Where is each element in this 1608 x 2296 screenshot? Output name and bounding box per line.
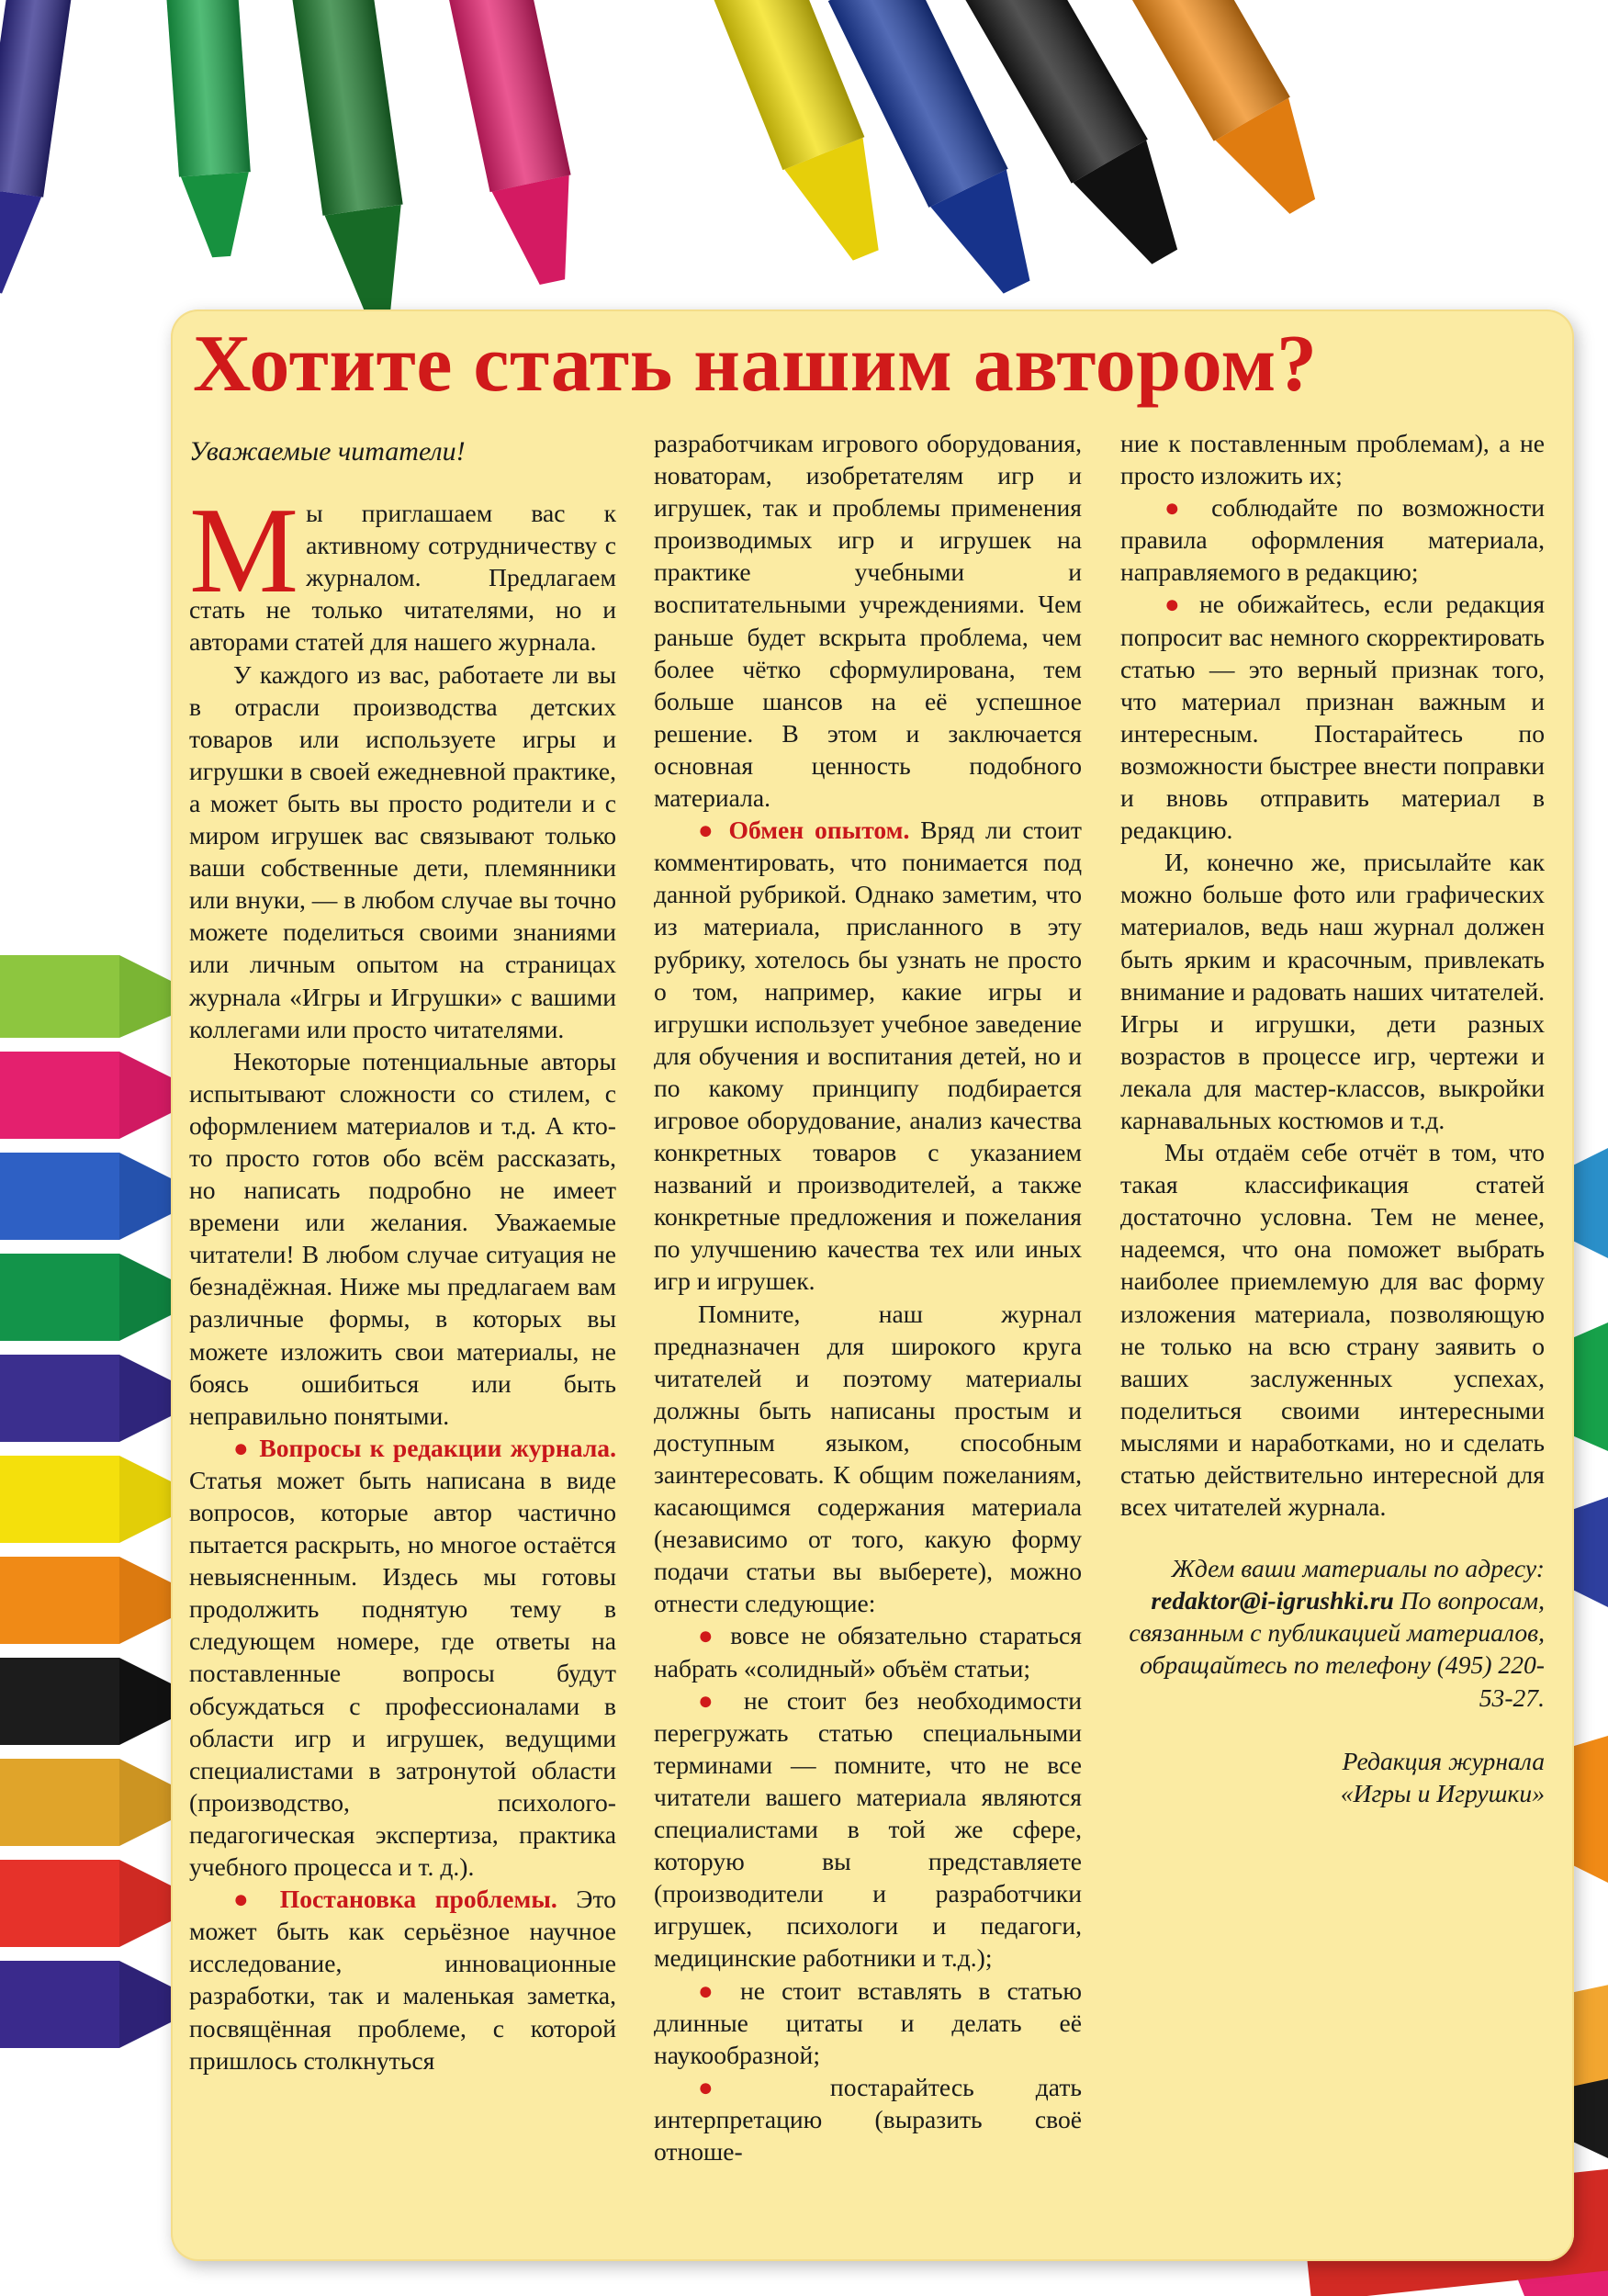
paragraph: И, конечно же, присылайте как можно больше фото или графических материалов, ведь наш журнал должен быть ярким и красочным, привлекать внимание и радовать наших читателей. Игры и игрушки, дети разных возрастов в процессе игр, чертежи и лекала для мастер-классов, выкройки карнавальных костюмов и т.д. <box>1120 848 1545 1134</box>
bullet-icon: ● <box>233 1885 262 1914</box>
dark-green-crayon <box>291 0 418 321</box>
section-heading: Постановка проблемы. <box>279 1885 557 1914</box>
intro-text: ы приглашаем вас к активному сотрудничеству с журналом. Предлагаем стать не только читателями, но и авторами статей для нашего журнала. <box>189 499 616 657</box>
paragraph: Некоторые потенциальные авторы испытывают сложности со стилем, с оформлением материалов и т.д. А кто-то просто готов обо всём рассказать, но написать подробно не имеет времени или желания. Уважаемые читатели! В любом случае ситуация не безнадёжная. Ниже мы предлагаем вам различные формы, в которых вы можете изложить свои материалы, не боясь ошибиться или быть неправильно понятыми. <box>189 1046 616 1430</box>
greeting: Уважаемые читатели! <box>189 436 466 467</box>
section-text: Это может быть как серьёзное научное исследование, инновационные разработки, так и маленькая заметка, посвящённая проблеме, с которой пришлось столкнуться <box>189 1885 616 2075</box>
green-crayon <box>165 0 256 259</box>
drop-cap: М <box>189 482 299 619</box>
list-item-text: вовсе не обязательно стараться набрать «солидный» объём статьи; <box>654 1621 1082 1683</box>
bullet-icon: ● <box>698 2072 769 2101</box>
bullet-icon: ● <box>698 1621 719 1650</box>
section-text: Статья может быть написана в виде вопросов, которые автор частично пытается раскрыть, но многое остаётся невыясненным. Издесь мы готовы продолжить поднятую тему в следующем номере, где ответы на поставленные вопросы будут обсуждаться с профессионалами в области игр и игрушек, ведущими специалистами в затронутой области (производство, психолого-педагогическая экспертиза, практика учебного процесса и т. д.). <box>189 1465 616 1882</box>
section-experience <box>654 814 1082 1297</box>
crayons-top-illustration <box>0 0 1608 331</box>
list-item-text: не обижайтесь, если редакция попросит вас немного скорректировать статью — это верный признак того, что материал признан важным и интересным. Постарайтесь по возможности быстрее внести поправки и вновь отправить материал в редакцию. <box>1120 590 1546 845</box>
pink-crayon <box>446 0 592 291</box>
column-3 <box>1120 427 1545 1809</box>
paragraph: Помните, наш журнал предназначен для широкого круга читателей и поэтому материалы должны быть написаны простым и доступным языком, способным заинтересовать. К общим пожеланиям, касающимся содержания материала (независимо от того, какую форму подачи статьи вы выберете), можно отнести следующие: <box>654 1299 1082 1618</box>
bullet-icon: ● <box>1164 590 1186 619</box>
page-title: Хотите стать нашим автором? <box>193 320 1318 409</box>
bullet-icon: ● <box>698 816 718 845</box>
contact-phone-text: По вопросам, связанным с публикацией материалов, обращайтесь по телефону (495) 220-53-27. <box>1129 1586 1545 1712</box>
contact-block <box>1120 1552 1545 1713</box>
purple-crayon <box>0 0 73 298</box>
list-item-text: соблюдайте по возможности правила оформления материала, направляемого в редакцию; <box>1120 493 1545 587</box>
list-item <box>1120 491 1545 588</box>
paragraph: разработчикам игрового оборудования, новаторам, изобретателям игр и игрушек, так и проблемы применения производимых игр и игрушек на практике учебными и воспитательными учреждениями. Чем раньше будет вскрыта проблема, чем более чётко сформулирована, тем больше шансов на её успешное решение. В этом и заключается основная ценность подобного материала. <box>654 429 1082 813</box>
section-questions <box>189 1432 616 1883</box>
list-item-text: не стоит без необходимости перегружать статью специальными терминами — помните, что не все читатели вашего материала являются специалистами в той же сфере, которую вы представляете (производители и разработчики игрушек, психологи и педагоги, медицинские работники и т.д.); <box>654 1685 1083 1973</box>
list-item-text: постарайтесь дать интерпретацию (выразить своё отноше- <box>654 2072 1082 2166</box>
list-item <box>654 1619 1082 1683</box>
left-crayon-stack <box>0 955 184 2048</box>
bullet-icon: ● <box>698 1685 725 1715</box>
list-item-text: не стоит вставлять в статью длинные цитаты и делать её наукообразной; <box>654 1975 1082 2069</box>
paragraph: Мы отдаём себе отчёт в том, что такая классификация статей достаточно условна. Тем не менее, надеемся, что она поможет выбрать наиболее приемлемую для вас форму изложения материала, позволяющую не только на всю страну заявить о ваших заслуженных успехах, поделиться своими интересными мыслями и наработками, но и сделать статью действительно интересной для всех читателей журнала. <box>1120 1138 1545 1522</box>
section-heading: Обмен опытом. <box>728 816 910 845</box>
list-item <box>654 2071 1082 2167</box>
bullet-icon: ● <box>1164 493 1193 523</box>
bullet-icon: ● <box>233 1433 252 1462</box>
intro-paragraph <box>189 482 616 658</box>
column-1 <box>189 432 616 2077</box>
email-link[interactable]: redaktor@i-igrushki.ru <box>1151 1586 1394 1615</box>
section-text: Вряд ли стоит комментировать, что понимается под данной рубрикой. Однако заметим, что из материала, присланного в эту рубрику, хотелось бы узнать не просто о том, например, какие игры и игрушки использует учебное заведение для обучения и воспитания детей, но и по какому принципу подбирается игровое оборудование, анализ качества конкретных товаров с указанием названий и производителей, а также конкретные предложения и пожелания по улучшению качества тех или иных игр и игрушек. <box>654 816 1082 1296</box>
section-heading: Вопросы к редакции журнала. <box>259 1433 616 1462</box>
signature <box>1120 1745 1545 1809</box>
signature-line-2: «Игры и Игрушки» <box>1340 1778 1545 1807</box>
signature-line-1: Редакция журнала <box>1342 1746 1545 1775</box>
column-2 <box>654 427 1082 2167</box>
list-item <box>1120 588 1545 846</box>
contact-prefix: Ждем ваши материалы по адресу: <box>1171 1554 1545 1583</box>
list-item <box>654 1975 1082 2071</box>
list-item <box>654 1684 1082 1975</box>
paragraph: У каждого из вас, работаете ли вы в отрасли производства детских товаров или используете игры и игрушки в своей ежедневной практике, а может быть вы просто родители и с миром игрушек вас связывают только ваши собственные дети, племянники или внуки, — в любом случае вы точно можете поделиться своими знаниями или личным опытом на страницах журнала «Игры и Игрушки» с вашими коллегами или просто читателями. <box>189 659 617 1043</box>
section-problem <box>189 1883 616 2077</box>
bullet-icon: ● <box>698 1975 724 2005</box>
crayons-left-illustration <box>0 937 184 2131</box>
paragraph: ние к поставленным проблемам), а не просто изложить их; <box>1120 429 1545 490</box>
